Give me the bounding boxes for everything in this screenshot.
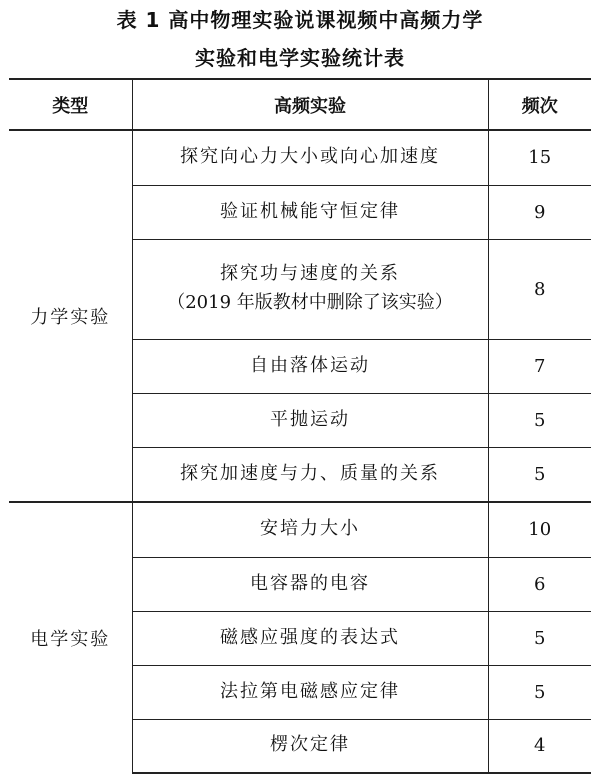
table-row	[9, 502, 591, 557]
category-electricity: 电学实验	[9, 502, 132, 773]
experiment-cell: 探究向心力大小或向心加速度	[132, 130, 488, 185]
table-row	[9, 130, 591, 185]
experiment-cell: 法拉第电磁感应定律	[132, 665, 488, 719]
frequency-cell: 15	[488, 130, 591, 185]
experiment-name: 探究功与速度的关系	[220, 263, 400, 285]
table-caption-line-1: 表 1 高中物理实验说课视频中高频力学	[116, 8, 484, 32]
table-caption-line-2: 实验和电学实验统计表	[195, 46, 405, 70]
frequency-cell: 5	[488, 611, 591, 665]
frequency-cell: 5	[488, 393, 591, 447]
experiment-cell: 楞次定律	[132, 719, 488, 773]
experiment-cell: 电容器的电容	[132, 557, 488, 611]
frequency-cell: 9	[488, 185, 591, 239]
experiment-note: （2019 年版教材中删除了该实验）	[167, 292, 453, 313]
table-header-row	[9, 79, 591, 130]
experiment-cell: 自由落体运动	[132, 339, 488, 393]
frequency-cell: 5	[488, 665, 591, 719]
category-mechanics: 力学实验	[9, 130, 132, 502]
frequency-cell: 6	[488, 557, 591, 611]
experiment-frequency-table	[9, 78, 591, 774]
frequency-cell: 7	[488, 339, 591, 393]
experiment-cell: 平抛运动	[132, 393, 488, 447]
experiment-cell: 磁感应强度的表达式	[132, 611, 488, 665]
frequency-cell: 10	[488, 502, 591, 557]
experiment-cell: 验证机械能守恒定律	[132, 185, 488, 239]
header-frequency: 频次	[488, 79, 591, 130]
frequency-cell: 4	[488, 719, 591, 773]
frequency-cell: 8	[488, 239, 591, 339]
experiment-cell: 探究加速度与力、质量的关系	[132, 447, 488, 502]
experiment-cell-with-note	[132, 239, 488, 339]
frequency-cell: 5	[488, 447, 591, 502]
header-category: 类型	[9, 79, 132, 130]
experiment-cell: 安培力大小	[132, 502, 488, 557]
header-experiment: 高频实验	[132, 79, 488, 130]
